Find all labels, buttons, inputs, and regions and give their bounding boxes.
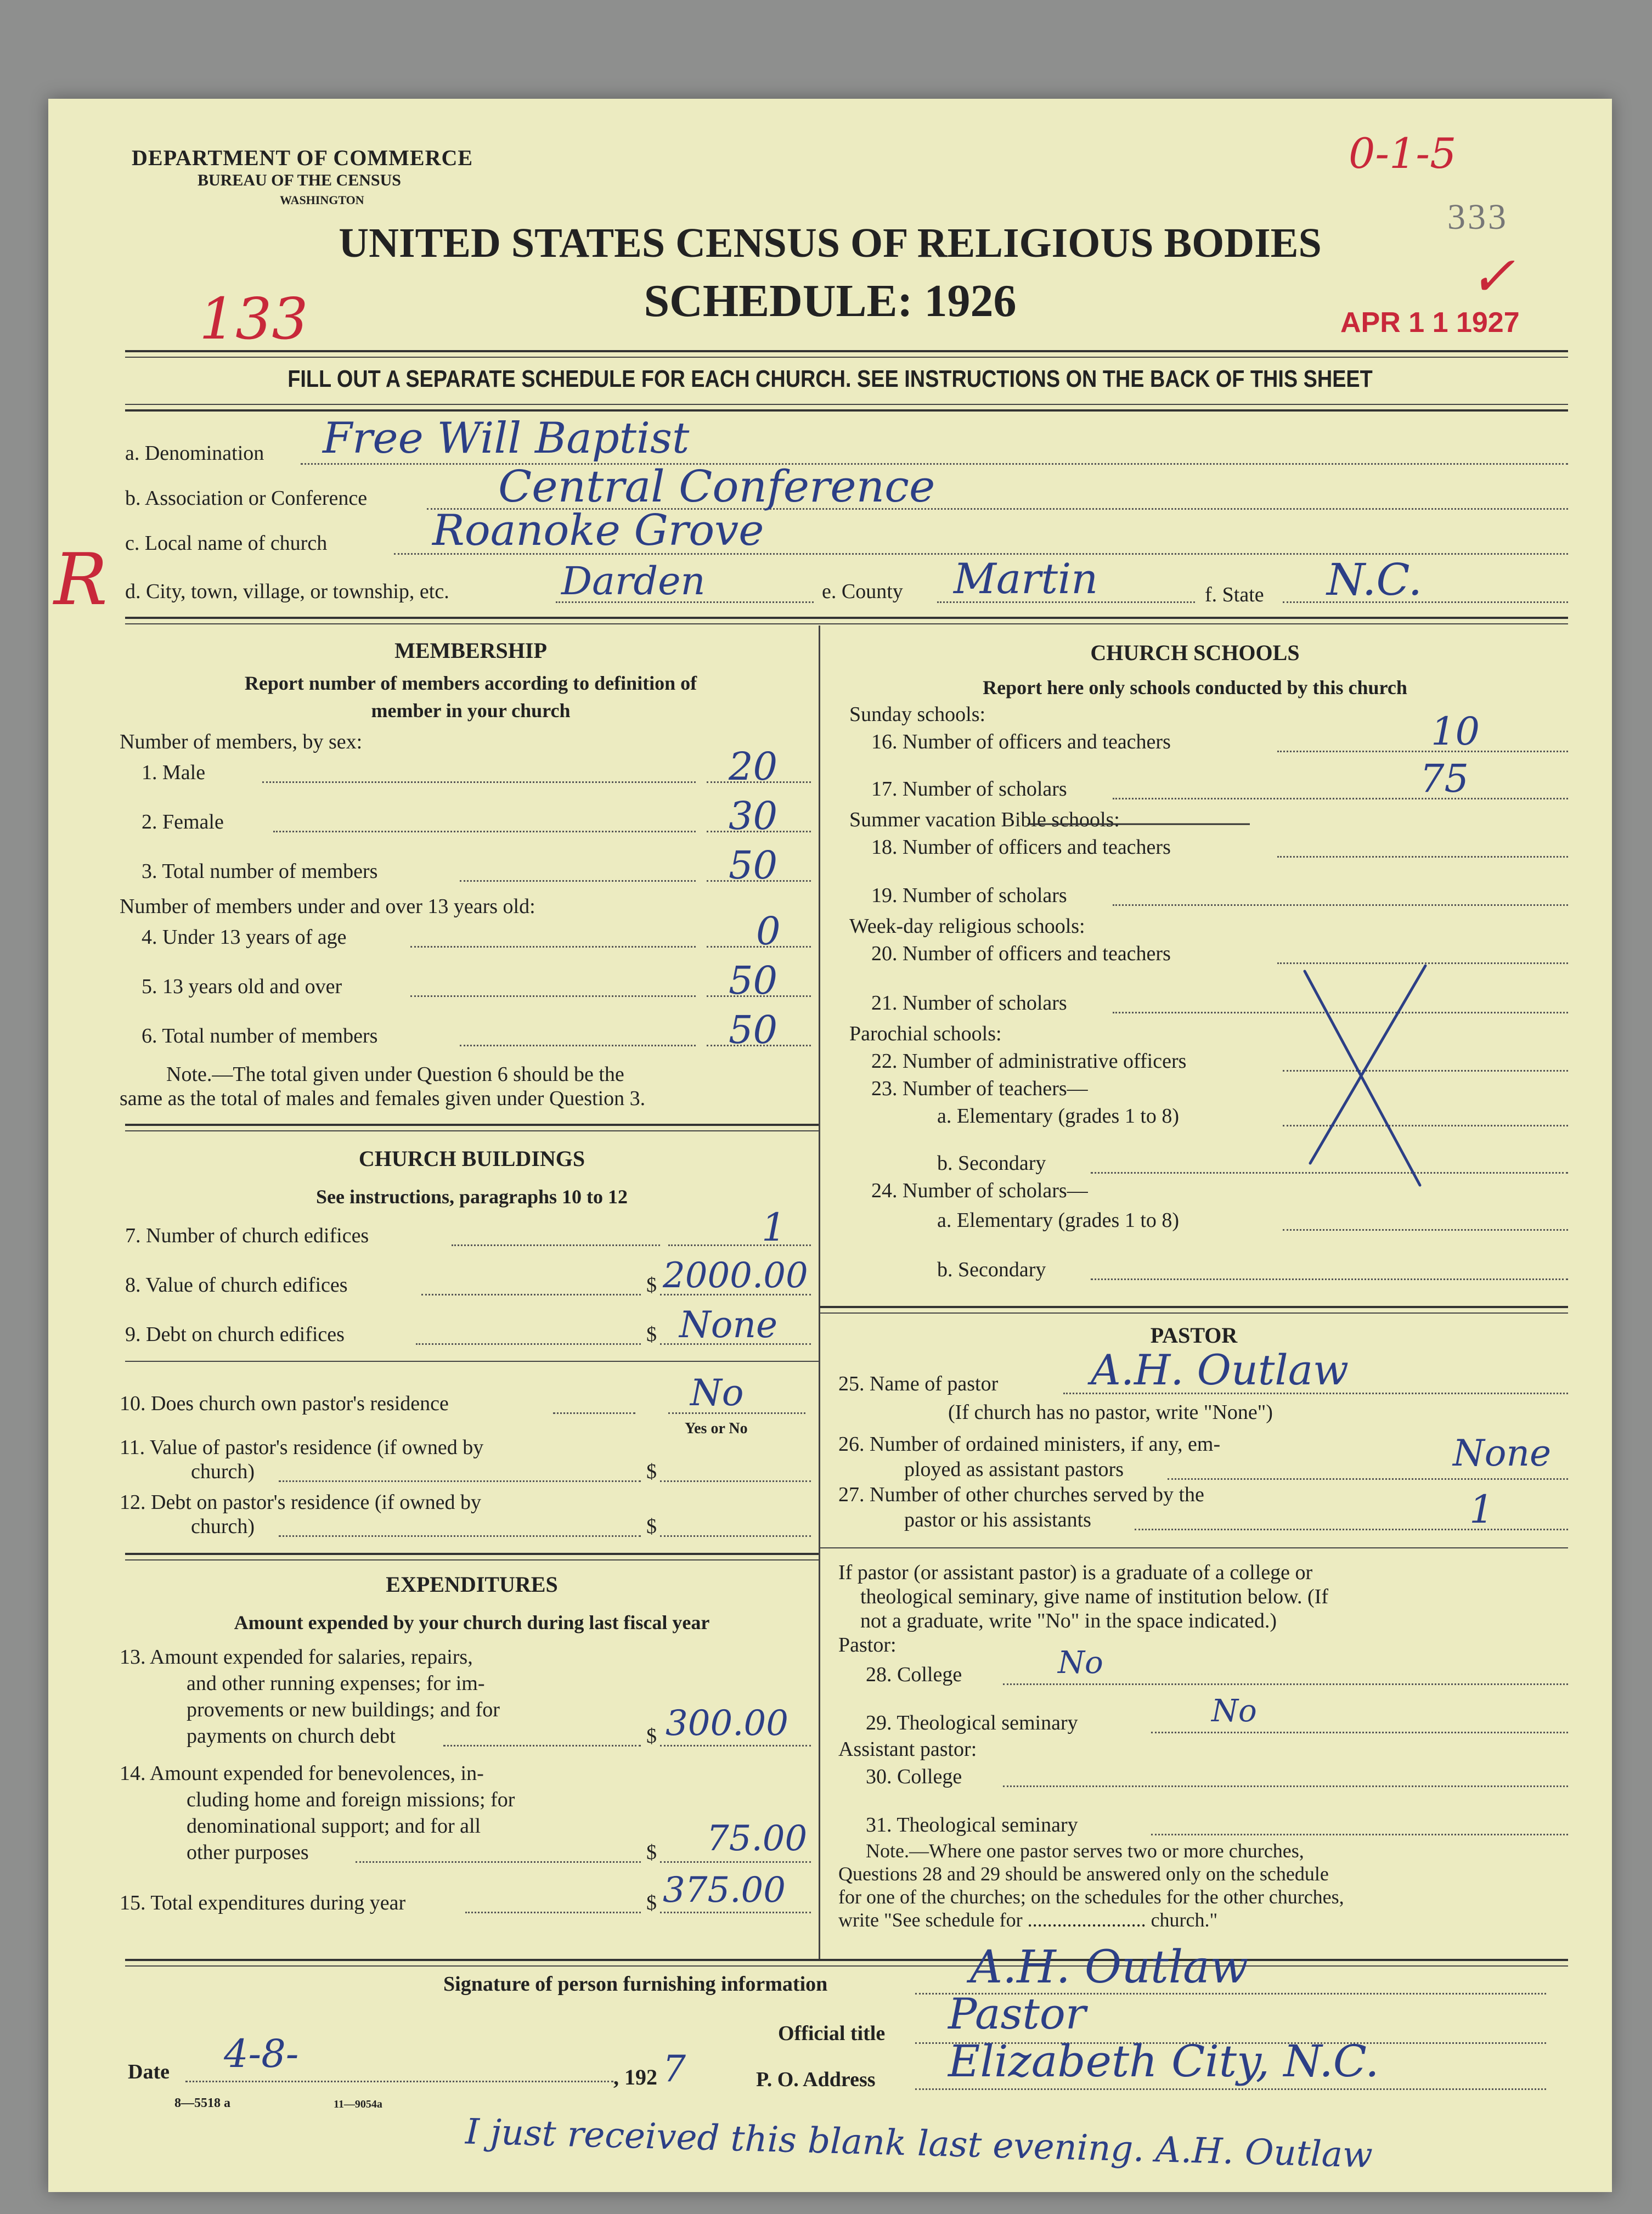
membership-rule bbox=[125, 1124, 819, 1126]
q14-label-1: 14. Amount expended for benevolences, in- bbox=[120, 1762, 484, 1785]
yes-no-hint: Yes or No bbox=[685, 1420, 748, 1437]
q15-line bbox=[465, 1912, 641, 1913]
q11-label-2: church) bbox=[191, 1460, 255, 1483]
q4-line bbox=[410, 946, 696, 948]
local-name-value[interactable]: Roanoke Grove bbox=[432, 506, 764, 555]
q26-label-2: ployed as assistant pastors bbox=[904, 1458, 1124, 1481]
q24b-line bbox=[1091, 1278, 1568, 1280]
q14-label-2: cluding home and foreign missions; for bbox=[187, 1788, 515, 1811]
q14-label-3: denominational support; and for all bbox=[187, 1815, 481, 1838]
age-header-label: Number of members under and over 13 years old: bbox=[120, 895, 535, 918]
handwritten-footnote: I just received this blank last evening. A.H. Outlaw bbox=[465, 2111, 1373, 2176]
date-line bbox=[185, 2081, 613, 2082]
association-value[interactable]: Central Conference bbox=[498, 461, 935, 512]
q7-answer-line bbox=[668, 1244, 811, 1246]
pastor-note-1: Note.—Where one pastor serves two or more churches, bbox=[866, 1840, 1304, 1862]
schools-heading: CHURCH SCHOOLS bbox=[1090, 640, 1300, 665]
q6-answer[interactable]: 50 bbox=[729, 1007, 778, 1052]
q7-label: 7. Number of church edifices bbox=[125, 1224, 369, 1247]
header-rule-bottom bbox=[125, 404, 1568, 405]
q19-label: 19. Number of scholars bbox=[871, 884, 1067, 907]
q10-label: 10. Does church own pastor's residence bbox=[120, 1392, 449, 1415]
q25-answer[interactable]: A.H. Outlaw bbox=[1091, 1345, 1349, 1394]
q12-answer-line bbox=[660, 1535, 811, 1537]
schools-rule bbox=[820, 1306, 1568, 1308]
q30-line bbox=[1003, 1785, 1568, 1787]
expenditures-sub: Amount expended by your church during last fiscal year bbox=[234, 1612, 710, 1633]
q13-answer-line bbox=[660, 1745, 811, 1747]
date-value[interactable]: 4-8- bbox=[224, 2031, 299, 2076]
schools-rule-2 bbox=[820, 1312, 1568, 1314]
q11-dollar: $ bbox=[646, 1460, 657, 1483]
summer-schools-label: Summer vacation Bible schools: bbox=[849, 808, 1120, 831]
q28-answer[interactable]: No bbox=[1058, 1645, 1103, 1681]
q13-label-4: payments on church debt bbox=[187, 1725, 396, 1748]
membership-intro-2: member in your church bbox=[371, 700, 571, 722]
q3-answer[interactable]: 50 bbox=[729, 843, 778, 888]
pastor-heading: PASTOR bbox=[1150, 1323, 1238, 1348]
q18-line bbox=[1277, 856, 1568, 858]
graduate-instruction-3: not a graduate, write "No" in the space indicated.) bbox=[860, 1609, 1277, 1632]
q1-answer[interactable]: 20 bbox=[729, 744, 778, 789]
q13-label-3: provements or new buildings; and for bbox=[187, 1698, 500, 1721]
state-line bbox=[1283, 601, 1568, 603]
stamped-number: 333 bbox=[1447, 197, 1508, 237]
q25-label: 25. Name of pastor bbox=[838, 1372, 999, 1395]
form-title: UNITED STATES CENSUS OF RELIGIOUS BODIES bbox=[339, 220, 1322, 266]
q11-label-1: 11. Value of pastor's residence (if owned by bbox=[120, 1436, 484, 1459]
q3-line bbox=[460, 880, 696, 882]
buildings-heading: CHURCH BUILDINGS bbox=[358, 1146, 585, 1171]
q23-label: 23. Number of teachers— bbox=[871, 1077, 1088, 1100]
q1-label: 1. Male bbox=[142, 761, 206, 784]
q8-label: 8. Value of church edifices bbox=[125, 1274, 348, 1297]
header-rule-top-2 bbox=[125, 357, 1568, 358]
q26-label-1: 26. Number of ordained ministers, if any, em- bbox=[838, 1433, 1221, 1456]
q24a-line bbox=[1283, 1229, 1568, 1231]
q15-dollar: $ bbox=[646, 1891, 657, 1914]
q4-label: 4. Under 13 years of age bbox=[142, 926, 347, 949]
date-label: Date bbox=[128, 2060, 170, 2083]
q24b-label: b. Secondary bbox=[937, 1258, 1046, 1281]
q13-line bbox=[443, 1745, 641, 1747]
membership-note-2: same as the total of males and females given under Question 3. bbox=[120, 1087, 646, 1110]
q9-line bbox=[416, 1343, 641, 1345]
q3-label: 3. Total number of members bbox=[142, 860, 378, 883]
received-stamp: APR 1 1 1927 bbox=[1340, 307, 1520, 339]
year-digit[interactable]: 7 bbox=[663, 2048, 686, 2090]
q8-dollar: $ bbox=[646, 1274, 657, 1297]
q23a-label: a. Elementary (grades 1 to 8) bbox=[937, 1105, 1180, 1128]
q15-label: 15. Total expenditures during year bbox=[120, 1891, 406, 1914]
q13-label-1: 13. Amount expended for salaries, repairs, bbox=[120, 1646, 473, 1669]
q29-label: 29. Theological seminary bbox=[866, 1711, 1078, 1734]
q14-answer-line bbox=[660, 1861, 811, 1863]
official-title-label: Official title bbox=[778, 2022, 886, 2045]
q14-dollar: $ bbox=[646, 1841, 657, 1864]
q10-answer[interactable]: No bbox=[690, 1372, 744, 1414]
weekday-schools-label: Week-day religious schools: bbox=[849, 915, 1085, 938]
q21-label: 21. Number of scholars bbox=[871, 991, 1067, 1015]
q6-line bbox=[460, 1045, 696, 1046]
local-name-label: c. Local name of church bbox=[125, 532, 328, 555]
bureau-city: WASHINGTON bbox=[280, 193, 364, 207]
expenditures-heading: EXPENDITURES bbox=[386, 1572, 558, 1597]
denomination-value[interactable]: Free Will Baptist bbox=[323, 414, 690, 463]
q31-line bbox=[1151, 1834, 1568, 1835]
main-bottom-rule bbox=[125, 1959, 1568, 1961]
q8-answer[interactable]: 2000.00 bbox=[663, 1255, 808, 1296]
handwritten-top-right: 0-1-5 bbox=[1349, 129, 1457, 178]
q12-dollar: $ bbox=[646, 1515, 657, 1538]
q12-label-2: church) bbox=[191, 1515, 255, 1538]
denomination-label: a. Denomination bbox=[125, 442, 264, 465]
header-rule-top bbox=[125, 350, 1568, 352]
q2-line bbox=[273, 831, 696, 832]
q22-label: 22. Number of administrative officers bbox=[871, 1050, 1187, 1073]
membership-intro-1: Report number of members according to definition of bbox=[244, 672, 697, 694]
membership-note-1: Note.—The total given under Question 6 should be the bbox=[166, 1063, 624, 1086]
census-schedule-sheet bbox=[48, 99, 1612, 2192]
q19-line bbox=[1113, 904, 1568, 906]
sunday-schools-label: Sunday schools: bbox=[849, 703, 986, 726]
association-label: b. Association or Conference bbox=[125, 487, 368, 510]
buildings-mid-rule bbox=[125, 1361, 819, 1362]
q26-answer[interactable]: None bbox=[1453, 1432, 1552, 1474]
q28-line bbox=[1003, 1683, 1568, 1685]
parochial-schools-label: Parochial schools: bbox=[849, 1022, 1002, 1045]
q11-answer-line bbox=[660, 1480, 811, 1482]
q16-line bbox=[1277, 751, 1568, 752]
signature-value[interactable]: A.H. Outlaw bbox=[970, 1941, 1249, 1993]
separate-schedule-instruction: FILL OUT A SEPARATE SCHEDULE FOR EACH CHURCH. SEE INSTRUCTIONS ON THE BACK OF THIS SHEET bbox=[287, 365, 1373, 392]
q25-note: (If church has no pastor, write "None") bbox=[948, 1401, 1273, 1424]
q5-label: 5. 13 years old and over bbox=[142, 975, 342, 998]
buildings-rule bbox=[125, 1553, 819, 1555]
year-prefix: , 192 bbox=[613, 2065, 657, 2089]
graduate-instruction-1: If pastor (or assistant pastor) is a graduate of a college or bbox=[838, 1561, 1313, 1584]
q13-answer[interactable]: 300.00 bbox=[666, 1703, 788, 1744]
q30-label: 30. College bbox=[866, 1765, 962, 1788]
county-value[interactable]: Martin bbox=[954, 554, 1098, 603]
q14-line bbox=[356, 1861, 641, 1863]
official-title-value[interactable]: Pastor bbox=[948, 1990, 1086, 2039]
q27-line bbox=[1135, 1529, 1568, 1530]
q9-label: 9. Debt on church edifices bbox=[125, 1323, 345, 1346]
q17-label: 17. Number of scholars bbox=[871, 778, 1067, 801]
q28-label: 28. College bbox=[866, 1663, 962, 1686]
q20-label: 20. Number of officers and teachers bbox=[871, 942, 1171, 965]
pastor-rule bbox=[820, 1547, 1568, 1548]
q11-line bbox=[279, 1480, 641, 1482]
signature-label: Signature of person furnishing information bbox=[443, 1973, 828, 1996]
q13-dollar: $ bbox=[646, 1725, 657, 1748]
county-label: e. County bbox=[822, 580, 903, 603]
graduate-instruction-2: theological seminary, give name of institution below. (If bbox=[860, 1585, 1329, 1608]
q29-line bbox=[1151, 1732, 1568, 1733]
check-mark: ✓ bbox=[1469, 244, 1515, 308]
column-divider bbox=[819, 626, 820, 1959]
bureau-name: BUREAU OF THE CENSUS bbox=[198, 171, 401, 189]
q17-answer[interactable]: 75 bbox=[1420, 756, 1469, 801]
pastor-note-4: write "See schedule for ........................ church." bbox=[838, 1909, 1218, 1931]
cross-out-mark bbox=[1288, 955, 1442, 1207]
q24-label: 24. Number of scholars— bbox=[871, 1179, 1088, 1202]
q9-answer[interactable]: None bbox=[679, 1304, 778, 1346]
buildings-rule-2 bbox=[125, 1559, 819, 1560]
q12-line bbox=[279, 1535, 641, 1537]
po-address-label: P. O. Address bbox=[756, 2068, 876, 2091]
po-address-value[interactable]: Elizabeth City, N.C. bbox=[948, 2036, 1379, 2087]
q10-line bbox=[553, 1412, 635, 1414]
q16-answer[interactable]: 10 bbox=[1431, 709, 1480, 754]
q17-line bbox=[1113, 798, 1568, 799]
q6-label: 6. Total number of members bbox=[142, 1024, 378, 1047]
state-value[interactable]: N.C. bbox=[1327, 554, 1423, 605]
summer-strike-mark bbox=[1025, 812, 1255, 834]
q15-answer-line bbox=[660, 1912, 811, 1913]
q2-answer[interactable]: 30 bbox=[729, 793, 778, 838]
pastor-sub-label: Pastor: bbox=[838, 1633, 897, 1657]
form-number-1: 8—5518 a bbox=[174, 2096, 230, 2110]
q31-label: 31. Theological seminary bbox=[866, 1813, 1078, 1836]
q8-line bbox=[421, 1294, 641, 1295]
q1-line bbox=[262, 781, 696, 783]
q16-label: 16. Number of officers and teachers bbox=[871, 730, 1171, 753]
fields-rule bbox=[125, 617, 1568, 619]
schools-sub: Report here only schools conducted by this church bbox=[983, 677, 1407, 698]
q26-line bbox=[1168, 1478, 1568, 1480]
q13-label-2: and other running expenses; for im- bbox=[187, 1672, 485, 1695]
assistant-pastor-label: Assistant pastor: bbox=[838, 1738, 977, 1761]
q27-answer[interactable]: 1 bbox=[1469, 1487, 1494, 1532]
q24a-label: a. Elementary (grades 1 to 8) bbox=[937, 1209, 1180, 1232]
pastor-note-3: for one of the churches; on the schedules for the other churches, bbox=[838, 1886, 1344, 1908]
q2-label: 2. Female bbox=[142, 810, 224, 833]
main-bottom-rule-2 bbox=[125, 1965, 1568, 1967]
q27-label-1: 27. Number of other churches served by the bbox=[838, 1483, 1204, 1506]
q7-answer[interactable]: 1 bbox=[762, 1205, 786, 1250]
form-number-2: 11—9054a bbox=[334, 2098, 382, 2110]
q14-label-4: other purposes bbox=[187, 1841, 309, 1864]
dept-name: DEPARTMENT OF COMMERCE bbox=[132, 145, 473, 170]
q18-label: 18. Number of officers and teachers bbox=[871, 836, 1171, 859]
schedule-year: SCHEDULE: 1926 bbox=[644, 275, 1017, 326]
buildings-sub: See instructions, paragraphs 10 to 12 bbox=[315, 1186, 628, 1208]
header-rule-bottom-2 bbox=[125, 409, 1568, 412]
q29-answer[interactable]: No bbox=[1211, 1693, 1257, 1729]
q7-line bbox=[452, 1244, 660, 1246]
membership-heading: MEMBERSHIP bbox=[394, 638, 547, 663]
q5-answer[interactable]: 50 bbox=[729, 958, 778, 1003]
margin-r-mark: R bbox=[54, 538, 108, 621]
q12-label-1: 12. Debt on pastor's residence (if owned by bbox=[120, 1491, 482, 1514]
city-label: d. City, town, village, or township, etc. bbox=[125, 580, 449, 603]
pastor-note-2: Questions 28 and 29 should be answered only on the schedule bbox=[838, 1863, 1329, 1885]
q27-label-2: pastor or his assistants bbox=[904, 1508, 1091, 1531]
q14-answer[interactable]: 75.00 bbox=[707, 1818, 808, 1859]
members-by-sex-label: Number of members, by sex: bbox=[120, 730, 363, 753]
q9-dollar: $ bbox=[646, 1323, 657, 1346]
city-value[interactable]: Darden bbox=[561, 559, 706, 604]
q4-answer[interactable]: 0 bbox=[756, 909, 781, 954]
membership-rule-2 bbox=[125, 1130, 819, 1131]
state-label: f. State bbox=[1205, 583, 1264, 606]
po-address-line bbox=[915, 2088, 1546, 2090]
handwritten-133: 133 bbox=[199, 285, 308, 352]
q23b-label: b. Secondary bbox=[937, 1152, 1046, 1175]
fields-rule-2 bbox=[125, 623, 1568, 624]
q15-answer[interactable]: 375.00 bbox=[663, 1870, 786, 1911]
q5-line bbox=[410, 995, 696, 997]
